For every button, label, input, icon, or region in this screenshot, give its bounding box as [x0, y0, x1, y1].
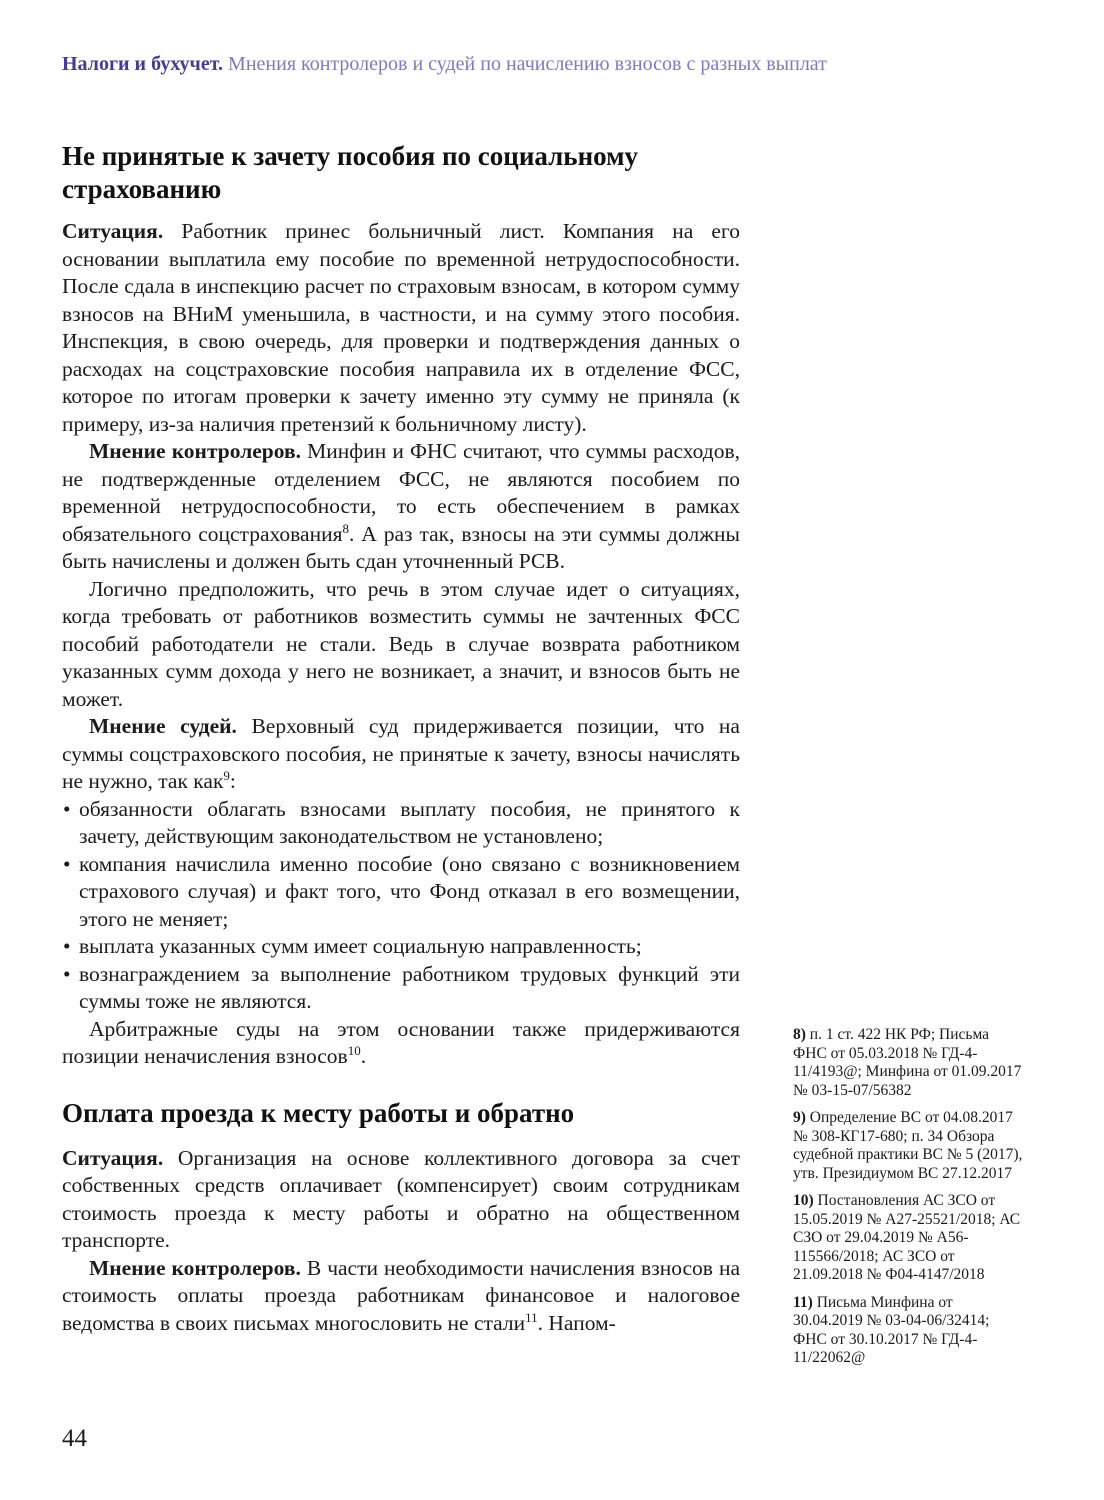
bullet-icon: •: [63, 961, 71, 986]
paragraph: [62, 438, 740, 576]
paragraph-text: :: [229, 769, 236, 793]
bullet-item: [62, 961, 740, 1016]
bullet-item: [62, 933, 740, 961]
paragraph-text: . Напом-: [537, 1310, 616, 1335]
footnote: [793, 1026, 1025, 1100]
paragraph: [62, 576, 740, 714]
footnote-number: 8): [793, 1026, 810, 1043]
paragraph-text: Работник принес больничный лист. Компания на его основании выплатила ему пособие по временной нетрудоспособности. После сдала в инспекцию расчет по страховым взносам, в котором сумму взносов на ВНиМ уменьшила, в частности, и на сумму этого пособия. Инспекция, в свою очередь, для проверки и подтверждения данных о расходах на соцстраховские пособия направила их в отделение ФСС, которое по итогам проверки к зачету именно эту сумму не приняла (к примеру, из-за наличия претензий к больничному листу).: [62, 219, 740, 436]
page-number: 44: [62, 1425, 87, 1452]
header-subtitle: Мнения контролеров и судей по начислению взносов с разных выплат: [228, 53, 827, 75]
paragraph-lead: Ситуация.: [62, 1145, 178, 1170]
bullet-item: [62, 796, 740, 851]
paragraph-text: обязанности облагать взносами выплату пособия, не принятого к зачету, действующим законодательством не установлено;: [79, 796, 740, 848]
paragraph-text: В части необходимости начисления взносов на стоимость оплаты проезда работникам финансовое и налоговое ведомства в своих письмах многословить не стали: [62, 1255, 740, 1335]
paragraph-lead: Мнение контролеров.: [89, 1255, 307, 1280]
paragraph-text: выплата указанных сумм имеет социальную направленность;: [79, 934, 642, 958]
paragraph-lead: Ситуация.: [62, 219, 182, 243]
footnote-ref: 9: [223, 767, 230, 783]
paragraph-lead: Мнение судей.: [89, 714, 252, 738]
paragraph-text: Верховный суд придерживается позиции, что на суммы соцстраховского пособия, не принятые к зачету, взносы начислять не нужно, так как: [62, 714, 740, 793]
footnote: [793, 1109, 1025, 1183]
paragraph: [62, 1255, 740, 1338]
footnote-text: Письма Минфина от 30.04.2019 № 03-04-06/32414; ФНС от 30.10.2017 № ГД-4-11/22062@: [793, 1293, 990, 1366]
bullet-icon: •: [63, 934, 71, 958]
paragraph-text: .: [360, 1044, 367, 1068]
paragraph-text: Организация на основе коллективного договора за счет собственных средств оплачивает (компенсирует) своим сотрудникам стоимость проезда к месту работы и обратно на общественном транспорте.: [62, 1145, 740, 1252]
footnote-ref: 11: [525, 1309, 538, 1325]
paragraph: [62, 713, 740, 796]
paragraph-text: вознаграждением за выполнение работником трудовых функций эти суммы тоже не являются.: [79, 961, 740, 1013]
bullet-icon: •: [63, 851, 71, 876]
footnote-text: Определение ВС от 04.08.2017 № 308-КГ17-680; п. 34 Обзора судебной практики ВС № 5 (2017), утв. Президиумом ВС 27.12.2017: [793, 1109, 1023, 1182]
bullet-icon: •: [63, 796, 71, 821]
footnote-ref: 10: [347, 1042, 361, 1058]
bullet-item: [62, 851, 740, 934]
footnote-number: 9): [793, 1109, 810, 1126]
paragraph-text: Логично предположить, что речь в этом случае идет о ситуациях, когда требовать от работников возместить суммы не зачтенных ФСС пособий работодатели не стали. Ведь в случае возврата работником указанных сумм дохода у него не возникает, а значит, и взносов быть не может.: [62, 576, 740, 711]
paragraph: [62, 218, 740, 438]
footnote: [793, 1294, 1025, 1368]
paragraph: [62, 1016, 740, 1071]
running-header: [62, 52, 1042, 76]
footnote-text: п. 1 ст. 422 НК РФ; Письма ФНС от 05.03.2018 № ГД-4-11/4193@; Минфина от 01.09.2017 № 03-15-07/56382: [793, 1026, 1022, 1099]
footnote: [793, 1192, 1025, 1285]
header-brand: Налоги и бухучет.: [62, 53, 224, 75]
footnotes-sidebar: [793, 1026, 1025, 1377]
footnote-number: 10): [793, 1192, 818, 1209]
paragraph-text: . А раз так, взносы на эти суммы должны быть начислены и должен быть сдан уточненный РСВ.: [62, 521, 740, 573]
paragraph: [62, 1145, 740, 1255]
paragraph-text: Минфин и ФНС считают, что суммы расходов, не подтвержденные отделением ФСС, не являются пособием по временной нетрудоспособности, то есть обеспечением в рамках обязательного соцстрахования: [62, 439, 740, 546]
paragraph-text: компания начислила именно пособие (оно связано с возникновением страхового случая) и факт того, что Фонд отказал в его возмещении, этого не меняет;: [79, 851, 740, 931]
footnote-text: Постановления АС ЗСО от 15.05.2019 № А27-25521/2018; АС СЗО от 29.04.2019 № А56-115566/2018; АС ЗСО от 21.09.2018 № Ф04-4147/2018: [793, 1192, 1021, 1283]
article-column: [62, 140, 740, 1337]
paragraph-lead: Мнение контролеров.: [89, 439, 308, 463]
section-title: Оплата проезда к месту работы и обратно: [62, 1097, 575, 1128]
footnote-number: 11): [793, 1293, 817, 1311]
section-title: Не принятые к зачету пособия по социальному страхованию: [62, 141, 639, 204]
footnote-ref: 8: [342, 520, 349, 536]
paragraph-text: Арбитражные суды на этом основании также придерживаются позиции неначисления взносов: [62, 1016, 740, 1068]
